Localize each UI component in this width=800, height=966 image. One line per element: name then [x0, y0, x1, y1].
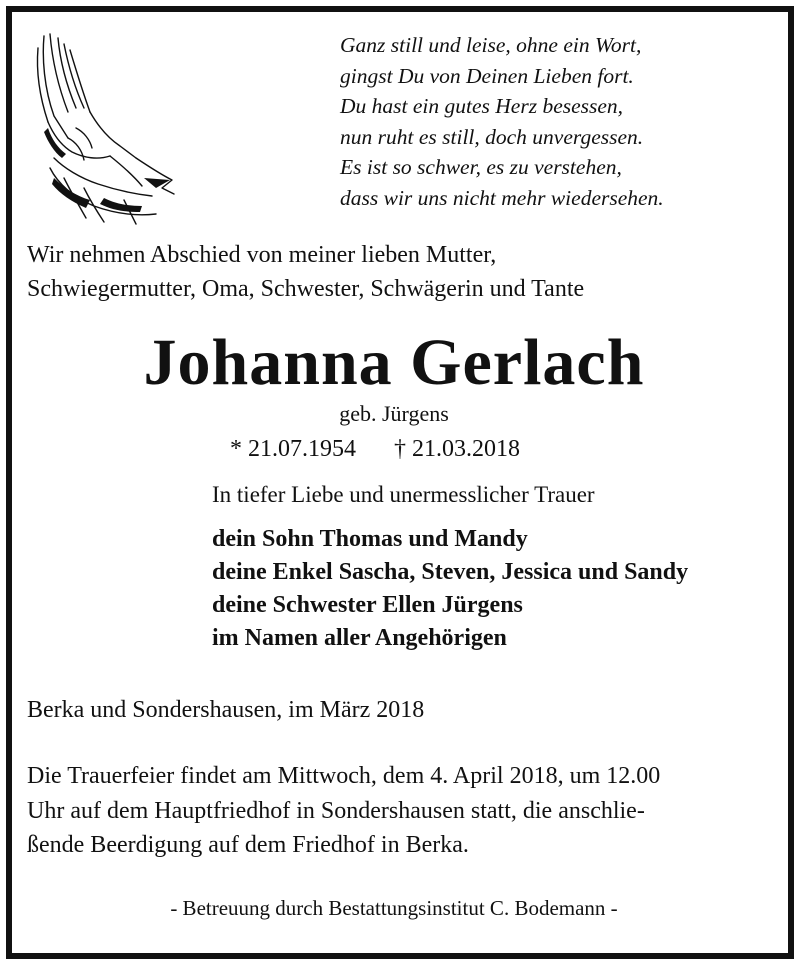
- poem-line: dass wir uns nicht mehr wiedersehen.: [340, 185, 664, 210]
- mourner-line: deine Enkel Sascha, Steven, Jessica und Sandy: [212, 559, 689, 585]
- funeral-line: Die Trauerfeier findet am Mittwoch, dem 4. April 2018, um 12.00: [27, 763, 661, 789]
- intro-line: Wir nehmen Abschied von meiner lieben Mutter,: [27, 242, 497, 268]
- praying-hands-icon: [24, 28, 184, 228]
- funeral-notice: [27, 759, 660, 863]
- place-date: Berka und Sondershausen, im März 2018: [27, 697, 425, 723]
- deceased-name: Johanna Gerlach: [143, 326, 645, 399]
- undertaker-credit: - Betreuung durch Bestattungsinstitut C. Bodemann -: [170, 896, 618, 920]
- mourners-list: [212, 523, 688, 655]
- poem: [340, 30, 760, 213]
- farewell-intro: [27, 238, 757, 306]
- poem-line: nun ruht es still, doch unvergessen.: [340, 124, 644, 149]
- birth-date: * 21.07.1954: [230, 436, 356, 462]
- poem-line: gingst Du von Deinen Lieben fort.: [340, 63, 634, 88]
- mourners-heading: In tiefer Liebe und unermesslicher Trauer: [212, 482, 595, 507]
- mourner-line: im Namen aller Angehörigen: [212, 625, 507, 651]
- funeral-line: Uhr auf dem Hauptfriedhof in Sondershausen statt, die anschlie-: [27, 797, 645, 824]
- funeral-line: ßende Beerdigung auf dem Friedhof in Berka.: [27, 832, 469, 858]
- death-date: † 21.03.2018: [394, 436, 520, 462]
- poem-line: Es ist so schwer, es zu verstehen,: [340, 155, 622, 179]
- mourner-line: deine Schwester Ellen Jürgens: [212, 592, 523, 618]
- poem-line: Ganz still und leise, ohne ein Wort,: [340, 33, 642, 57]
- life-dates: [230, 433, 650, 465]
- poem-line: Du hast ein gutes Herz besessen,: [340, 94, 624, 118]
- mourner-line: dein Sohn Thomas und Mandy: [212, 526, 528, 552]
- intro-line: Schwiegermutter, Oma, Schwester, Schwägerin und Tante: [27, 276, 585, 302]
- maiden-name: geb. Jürgens: [339, 401, 449, 426]
